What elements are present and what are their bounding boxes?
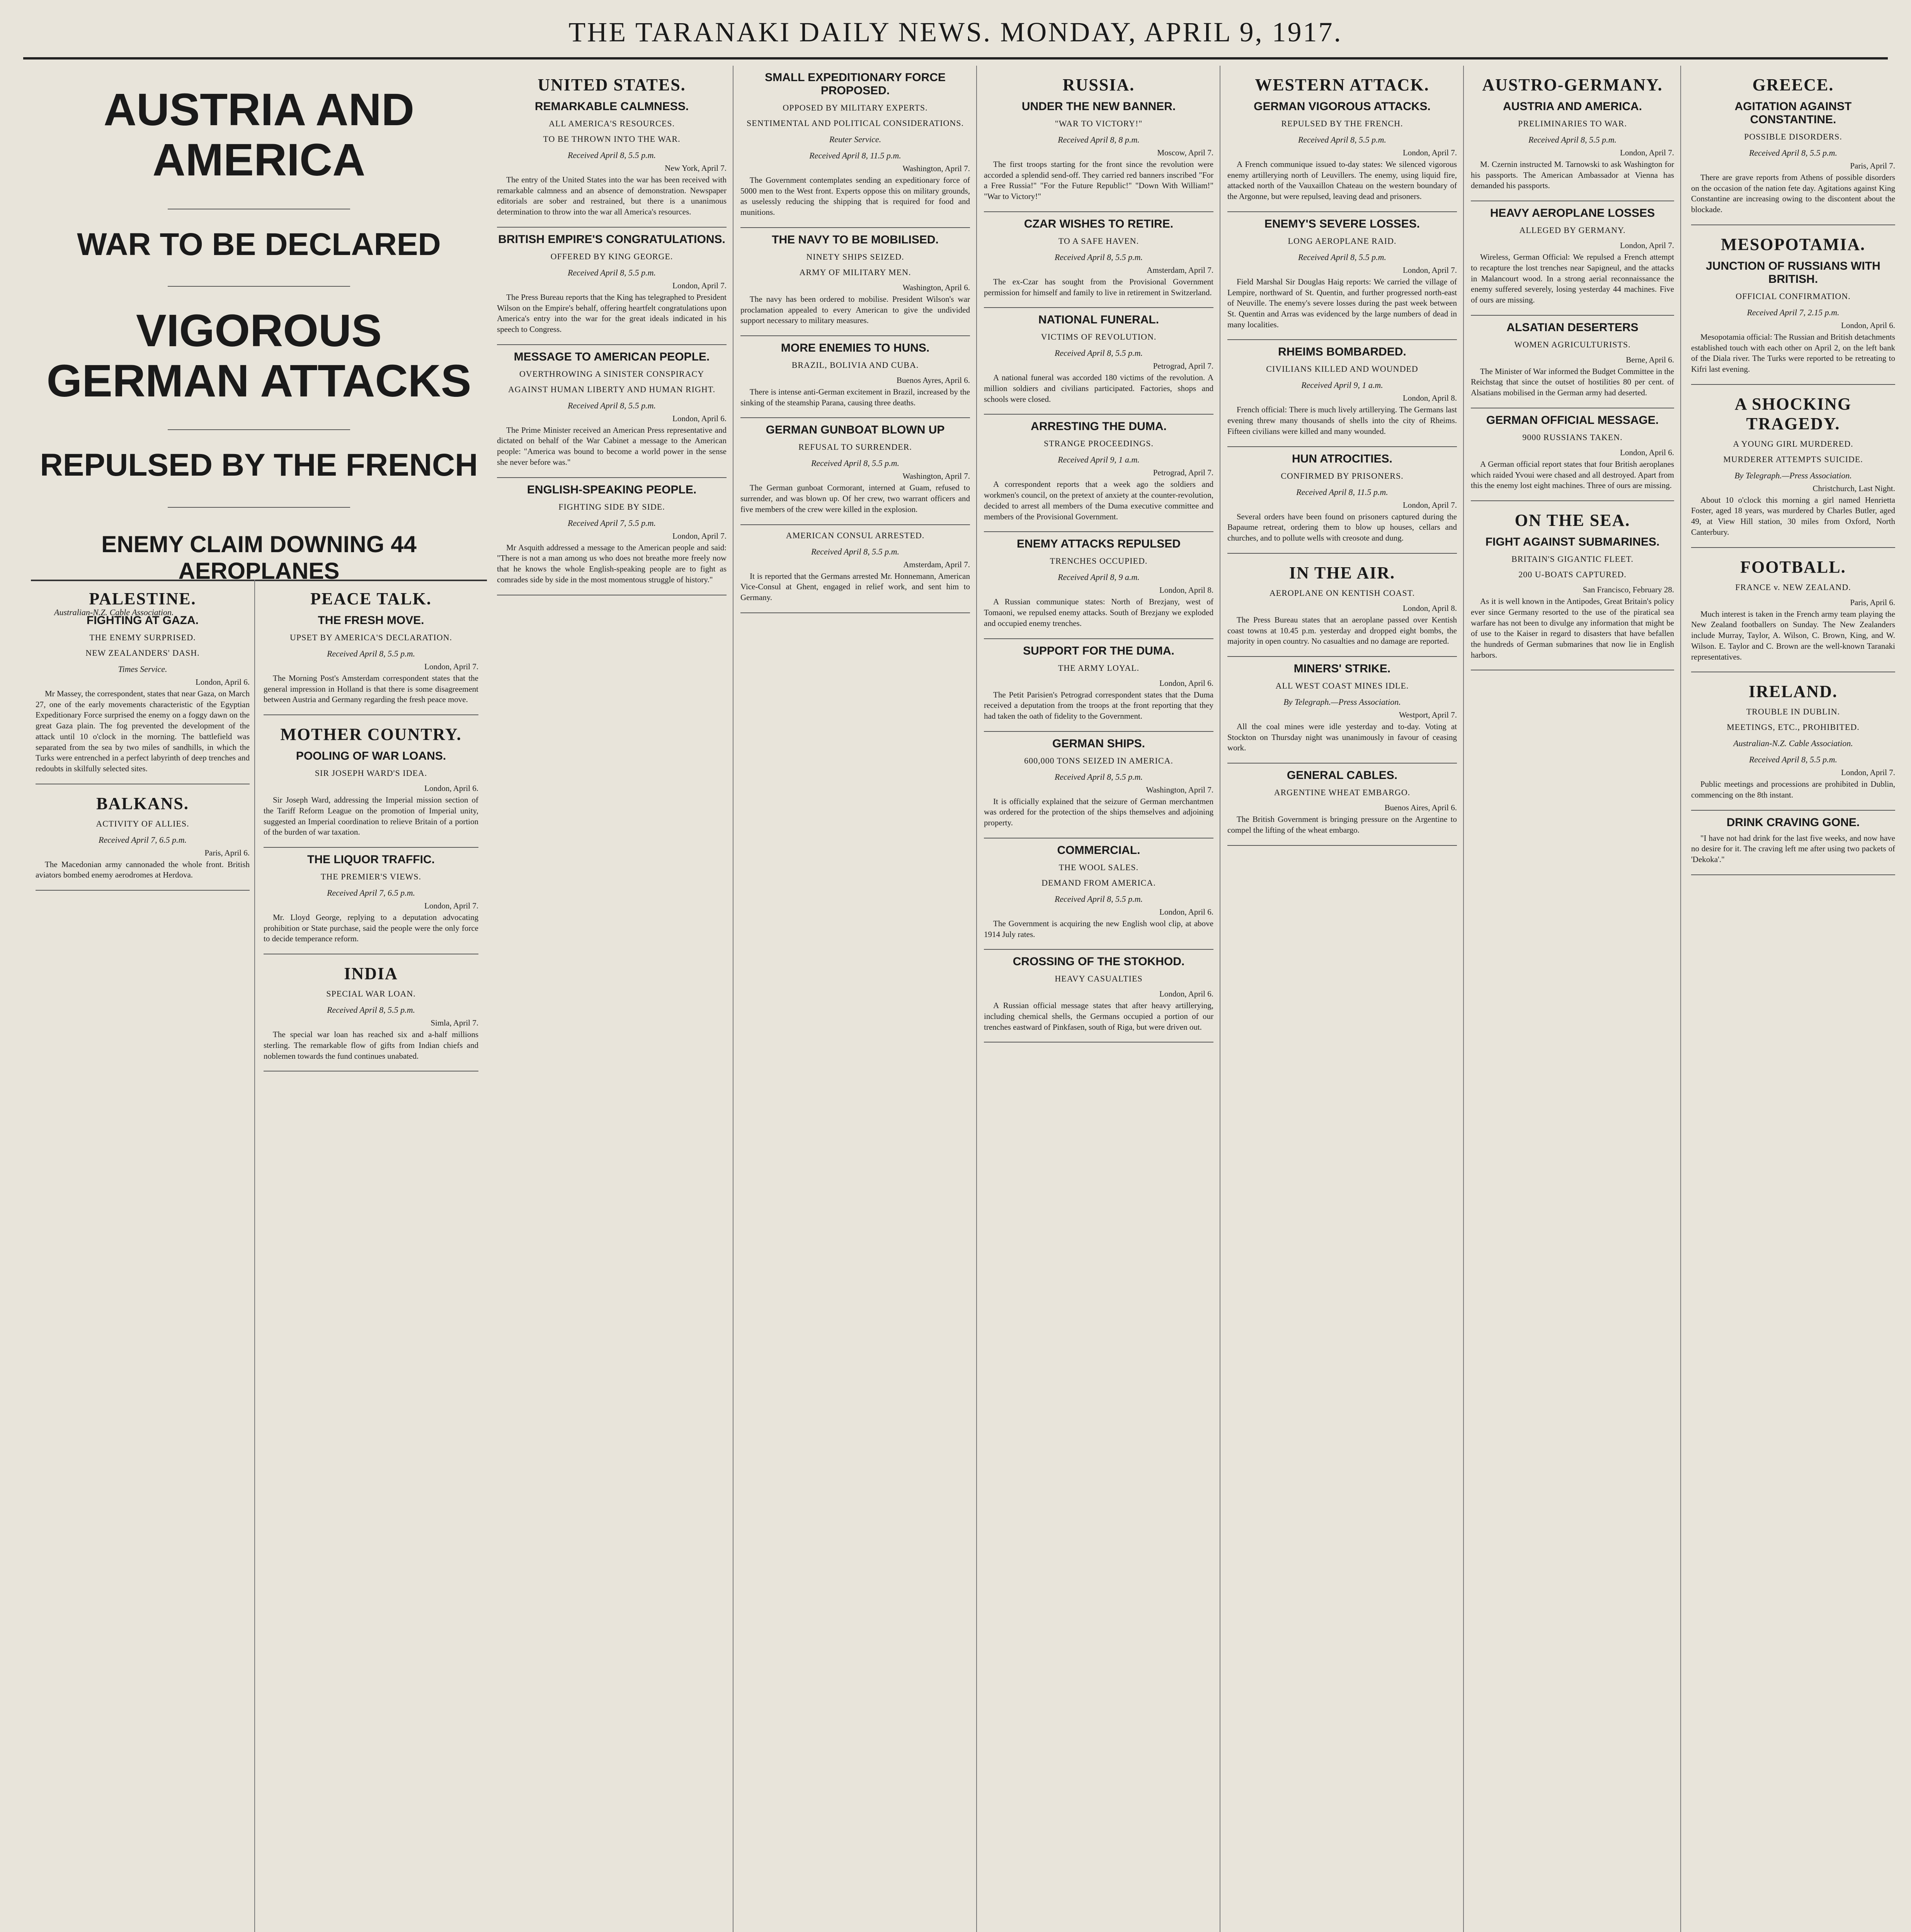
- story-body: The ex-Czar has sought from the Provisional Government permission for himself and family to live in retirement in Switzerland.: [984, 277, 1213, 297]
- story-body: A national funeral was accorded 180 victims of the revolution. A million soldiers and civilians participated. Factories, shops and schools were closed.: [984, 373, 1213, 404]
- story-dateline: Received April 9, 1 a.m.: [1301, 380, 1383, 390]
- story-body: Public meetings and processions are prohibited in Dublin, commencing on the 8th instant.: [1691, 779, 1895, 799]
- story-body: As it is well known in the Antipodes, Great Britain's policy ever since Germany resorted to the use of the piratical sea warfare has not been to divulge any information that might be of use to the Kaiser in regard to disasters that have befallen the hundreds of German submarines that now lie in English harbors.: [1471, 597, 1674, 660]
- story-place: London, April 7.: [1403, 500, 1457, 510]
- story-dateline: By Telegraph.—Press Association.: [1283, 697, 1401, 707]
- left-columns: [31, 580, 487, 1932]
- story-title: SUPPORT FOR THE DUMA.: [1023, 644, 1174, 657]
- story-title: GERMAN GUNBOAT BLOWN UP: [766, 423, 945, 437]
- story-title: CZAR WISHES TO RETIRE.: [1024, 217, 1174, 230]
- story-sub: STRANGE PROCEEDINGS.: [1043, 439, 1154, 449]
- story-dateline: Received April 8, 5.5 p.m.: [1054, 252, 1143, 262]
- story-title: GERMAN OFFICIAL MESSAGE.: [1486, 413, 1659, 427]
- story-service: Reuter Service.: [829, 134, 881, 144]
- story-sub: OVERTHROWING A SINISTER CONSPIRACY: [519, 369, 705, 379]
- story-stokhod: [984, 955, 1213, 1043]
- story-place: Buenos Aires, April 6.: [1384, 803, 1457, 813]
- story-sub: ACTIVITY OF ALLIES.: [96, 818, 189, 828]
- story-ireland: [1691, 682, 1895, 810]
- story-sub: ALL AMERICA'S RESOURCES.: [548, 119, 675, 128]
- column-1: [31, 580, 255, 1932]
- story-sub: 9000 RUSSIANS TAKEN.: [1522, 432, 1623, 442]
- story-body: There are grave reports from Athens of possible disorders on the occasion of the nation fete day. Agitations against King Constantine are increasing owing to the discontent about the blockade.: [1691, 173, 1895, 214]
- story-body: The Government is acquiring the new English wool clip, at above 1914 July rates.: [984, 918, 1213, 939]
- story-place: New York, April 7.: [665, 163, 727, 173]
- story-message: [497, 350, 727, 478]
- story-place: London, April 7.: [1620, 148, 1674, 157]
- story-body: The navy has been ordered to mobilise. President Wilson's war proclamation appealed to every American to give the undivided support necessary to military measures.: [740, 294, 970, 325]
- story-dateline: Received April 7, 6.5 p.m.: [327, 888, 415, 898]
- banner-agency: Australian-N.Z. Cable Association.: [54, 607, 174, 617]
- story-title: GREECE.: [1752, 75, 1834, 94]
- story-heavy: [1471, 207, 1674, 316]
- story-title: FOOTBALL.: [1740, 557, 1846, 577]
- story-dateline: Received April 7, 5.5 p.m.: [567, 518, 656, 528]
- story-sub: BRAZIL, BOLIVIA AND CUBA.: [791, 360, 919, 370]
- story-sub: 200 U-BOATS CAPTURED.: [1518, 570, 1627, 580]
- story-place: London, April 7.: [1620, 241, 1674, 250]
- story-german-official: [1471, 414, 1674, 501]
- story-sub: FIGHTING AT GAZA.: [87, 614, 199, 627]
- story-title: GERMAN SHIPS.: [1052, 737, 1145, 750]
- story-body: It is reported that the Germans arrested Mr. Honnemann, American Vice-Consul at Ghent, engaged in relief work, and sent him to Germany.: [740, 571, 970, 602]
- story-sub: POSSIBLE DISORDERS.: [1744, 132, 1842, 141]
- story-sub: FRANCE v. NEW ZEALAND.: [1735, 582, 1851, 592]
- story-body: All the coal mines were idle yesterday and to-day. Voting at Stockton on Thursday night was unanimously in favour of ceasing work.: [1227, 721, 1457, 753]
- story-sub: FIGHT AGAINST SUBMARINES.: [1485, 536, 1660, 549]
- story-place: London, April 7.: [1403, 265, 1457, 275]
- story-german-ships: [984, 737, 1213, 838]
- story-sub: UNDER THE NEW BANNER.: [1021, 100, 1176, 113]
- story-balkans: [36, 794, 250, 891]
- story-sub: THE ENEMY SURPRISED.: [89, 633, 196, 642]
- story-title: MOTHER COUNTRY.: [280, 725, 462, 744]
- banner-subtitle-1: WAR TO BE DECLARED: [77, 226, 441, 262]
- story-dateline: Received April 7, 2.15 p.m.: [1747, 307, 1840, 317]
- story-dateline: Received April 8, 5.5 p.m.: [567, 150, 656, 160]
- story-sub: REFUSAL TO SURRENDER.: [798, 442, 912, 452]
- story-title: UNITED STATES.: [538, 75, 686, 94]
- story-place: London, April 7.: [1403, 148, 1457, 157]
- story-alsatian: [1471, 321, 1674, 408]
- story-title: AMERICAN CONSUL ARRESTED.: [786, 530, 925, 540]
- story-title: AUSTRO-GERMANY.: [1482, 75, 1663, 94]
- story-place: Amsterdam, April 7.: [903, 560, 970, 569]
- story-body: M. Czernin instructed M. Tarnowski to ask Washington for his passports. The American Ambassador at Vienna has demanded his passports.: [1471, 160, 1674, 190]
- story-sub: THE WOOL SALES.: [1058, 862, 1139, 872]
- story-title: CROSSING OF THE STOKHOD.: [1013, 955, 1185, 968]
- story-dateline: Received April 9, 1 a.m.: [1058, 455, 1140, 465]
- story-india: [264, 964, 478, 1071]
- story-huns: [740, 342, 970, 418]
- story-body: The Press Bureau reports that the King has telegraphed to President Wilson on the Empire's behalf, offering heartfelt congratulations upon America's entry into the war for the great ideals indicated in his speech to Congress.: [497, 292, 727, 334]
- story-place: Buenos Ayres, April 6.: [897, 376, 970, 385]
- story-body: Mesopotamia official: The Russian and British detachments established touch with each other on April 2, on the left bank of the Diala river. The Turks were reported to be retreating to Kifri last evening.: [1691, 332, 1895, 374]
- story-title: ENEMY'S SEVERE LOSSES.: [1264, 217, 1420, 230]
- story-place: London, April 8.: [1403, 393, 1457, 403]
- story-dateline: Received April 8, 5.5 p.m.: [811, 458, 900, 468]
- story-dateline: Received April 8, 5.5 p.m.: [1054, 894, 1143, 904]
- story-body: The Prime Minister received an American Press representative and dictated on behalf of the War Cabinet a message to the American people: "America was bound to become a world power in the sense she never before was.": [497, 425, 727, 467]
- story-body: The Petit Parisien's Petrograd correspondent states that the Duma received a deputation from the troops at the front reporting that they had taken the oath of fidelity to the Government.: [984, 690, 1213, 721]
- column-5: [978, 66, 1220, 1932]
- story-miners: [1227, 662, 1457, 764]
- story-palestine: [36, 589, 250, 784]
- story-place: San Francisco, February 28.: [1583, 585, 1674, 595]
- story-title: IRELAND.: [1749, 682, 1838, 701]
- story-dateline: Received April 8, 5.5 p.m.: [811, 546, 900, 556]
- story-place: Berne, April 6.: [1626, 355, 1674, 364]
- divider: [168, 286, 350, 287]
- story-sub: PRELIMINARIES TO WAR.: [1518, 119, 1627, 128]
- story-dateline: Received April 8, 5.5 p.m.: [1298, 135, 1387, 145]
- story-title: HUN ATROCITIES.: [1292, 452, 1392, 465]
- story-sub: AGITATION AGAINST CONSTANTINE.: [1734, 100, 1852, 126]
- story-body: Mr Asquith addressed a message to the American people and said: "There is not a man among us who does not breathe more freely now that he knows the whole English-speaking people are to fight as comrades side by side in the most momentous struggle of history.": [497, 543, 727, 584]
- masthead: THE TARANAKI DAILY NEWS. MONDAY, APRIL 9, 1917.: [23, 7, 1888, 60]
- story-title: SMALL EXPEDITIONARY FORCE PROPOSED.: [765, 71, 946, 97]
- story-title: MORE ENEMIES TO HUNS.: [781, 342, 930, 355]
- story-title: GENERAL CABLES.: [1286, 769, 1398, 782]
- story-sub: OFFERED BY KING GEORGE.: [550, 251, 673, 261]
- story-sub: THE FRESH MOVE.: [318, 614, 424, 627]
- divider: [168, 429, 350, 430]
- story-body: A Russian communique states: North of Brezjany, west of Tomaoni, we repulsed enemy attacks. South of Brezjany we exploded and occupied enemy trenches.: [984, 597, 1213, 628]
- story-sub: OPPOSED BY MILITARY EXPERTS.: [783, 103, 928, 112]
- story-title: HEAVY AEROPLANE LOSSES: [1490, 207, 1655, 220]
- column-7: [1465, 66, 1681, 1932]
- story-dateline: Received April 8, 5.5 p.m.: [1749, 755, 1838, 765]
- story-dateline: Received April 8, 9 a.m.: [1058, 572, 1140, 582]
- story-liquor: [264, 853, 478, 954]
- story-place: Amsterdam, April 7.: [1147, 265, 1213, 275]
- story-empire: [497, 233, 727, 345]
- story-sub: SPECIAL WAR LOAN.: [326, 989, 416, 999]
- story-body: Several orders have been found on prisoners captured during the Bapaume retreat, ordering them to blow up houses, cellars and churches, and to pollute wells with creosote and dung.: [1227, 512, 1457, 543]
- story-english: [497, 483, 727, 595]
- story-air: [1227, 563, 1457, 657]
- story-body: The Press Bureau states that an aeroplane passed over Kentish coast towns at 10.45 p.m. yesterday and dropped eight bombs, the majority in open country. No casualties and no damage are reported.: [1227, 615, 1457, 646]
- story-sub: NEW ZEALANDERS' DASH.: [85, 648, 200, 658]
- story-sub: GERMAN VIGOROUS ATTACKS.: [1254, 100, 1431, 113]
- story-place: Paris, April 6.: [204, 848, 250, 857]
- story-dateline: Received April 8, 8 p.m.: [1058, 135, 1140, 145]
- story-losses: [1227, 218, 1457, 340]
- story-sub: SENTIMENTAL AND POLITICAL CONSIDERATIONS.: [747, 118, 964, 128]
- story-place: London, April 6.: [1159, 678, 1213, 688]
- story-place: London, April 7.: [424, 901, 478, 911]
- story-sub: THE PREMIER'S VIEWS.: [320, 872, 422, 882]
- story-sub: MURDERER ATTEMPTS SUICIDE.: [1723, 454, 1863, 464]
- story-place: Paris, April 6.: [1850, 597, 1895, 607]
- story-rheims: [1227, 345, 1457, 447]
- story-consul: [740, 531, 970, 613]
- story-body: The first troops starting for the front since the revolution were accorded a splendid send-off. They carried red banners inscribed "For a Free Russia!" "For the Future Republic!" "Down With William!" "War to Victory!": [984, 160, 1213, 201]
- story-body: The special war loan has reached six and a-half millions sterling. The remarkable flow of gifts from Indian chiefs and noblemen towards the fund continues unabated.: [264, 1030, 478, 1061]
- story-hun: [1227, 452, 1457, 554]
- story-small-force: [740, 71, 970, 228]
- column-6: [1221, 66, 1464, 1932]
- story-sub: A YOUNG GIRL MURDERED.: [1733, 439, 1853, 449]
- column-2: [259, 580, 483, 1932]
- story-place: Paris, April 7.: [1850, 161, 1895, 170]
- story-place: London, April 7.: [424, 662, 478, 671]
- story-body: The Morning Post's Amsterdam correspondent states that the general impression in Holland is that there is some disagreement between Austria and Germany regarding the fresh peace move.: [264, 673, 478, 704]
- story-body: The entry of the United States into the war has been received with remarkable calmness and an absence of demonstration. Newspaper editorials are sober and restrained, but there is a unanimous determination to throw into the war all America's resources.: [497, 175, 727, 217]
- story-navy: [740, 233, 970, 336]
- story-dateline: By Telegraph.—Press Association.: [1734, 470, 1852, 480]
- story-place: Christchurch, Last Night.: [1812, 483, 1895, 493]
- story-commercial: [984, 844, 1213, 950]
- story-dateline: Received April 7, 6.5 p.m.: [98, 835, 187, 845]
- story-sub: AGAINST HUMAN LIBERTY AND HUMAN RIGHT.: [508, 384, 716, 394]
- story-sub: REPULSED BY THE FRENCH.: [1281, 119, 1403, 128]
- story-dateline: Received April 8, 5.5 p.m.: [1749, 148, 1838, 158]
- story-dateline: Received April 8, 5.5 p.m.: [567, 400, 656, 410]
- story-title: IN THE AIR.: [1289, 563, 1395, 582]
- story-body: Wireless, German Official: We repulsed a French attempt to recapture the lost trenches near Sapigneul, and the attacks in Malancourt wood. In a strong aerial reconnaissance the enemy suffered severely, losing yesterday 44 machines. Five of ours are missing.: [1471, 252, 1674, 305]
- story-title: ALSATIAN DESERTERS: [1506, 321, 1639, 334]
- story-sub: WOMEN AGRICULTURISTS.: [1514, 339, 1631, 349]
- story-sub: THE ARMY LOYAL.: [1058, 663, 1140, 673]
- story-title: PALESTINE.: [89, 589, 196, 608]
- story-sub: UPSET BY AMERICA'S DECLARATION.: [289, 633, 452, 642]
- story-sub: TO BE THROWN INTO THE WAR.: [543, 134, 681, 144]
- story-place: Washington, April 7.: [902, 471, 970, 481]
- story-body: A French communique issued to-day states: We silenced vigorous enemy artillerying north of Leuvillers. The enemy, using liquid fire, attacked north of the Vauxaillon Chateau on the western boundary of the Argonne, but were repulsed, leaving dead and prisoners.: [1227, 160, 1457, 201]
- story-sub: AUSTRIA AND AMERICA.: [1503, 100, 1642, 113]
- story-title: WESTERN ATTACK.: [1255, 75, 1429, 94]
- story-place: London, April 6.: [1159, 989, 1213, 999]
- column-8: [1685, 66, 1901, 1932]
- story-dateline: Received April 8, 5.5 p.m.: [327, 649, 415, 658]
- story-sub: BRITAIN'S GIGANTIC FLEET.: [1511, 554, 1634, 564]
- story-support-duma: [984, 645, 1213, 732]
- story-tragedy: [1691, 394, 1895, 548]
- story-body: Field Marshal Sir Douglas Haig reports: We carried the village of Lempire, northward of St. Quentin, and further progressed north-east of Neuville. The enemy's severe losses during the past week between St. Quentin and Arras was evidenced by the large numbers of dead in many localities.: [1227, 277, 1457, 329]
- story-body: A German official report states that four British aeroplanes which raided Yvoui were chased and all destroyed. Apart from this the enemy lost eight machines. Three of ours are missing.: [1471, 459, 1674, 490]
- story-dateline: Received April 8, 5.5 p.m.: [1528, 135, 1617, 145]
- story-place: London, April 6.: [1159, 907, 1213, 917]
- story-place: London, April 6.: [196, 677, 250, 687]
- story-dateline: Received April 8, 5.5 p.m.: [327, 1005, 415, 1015]
- story-peace: [264, 589, 478, 715]
- story-cables: [1227, 769, 1457, 845]
- story-place: Moscow, April 7.: [1157, 148, 1213, 157]
- story-place: London, April 7.: [672, 281, 727, 290]
- story-sub: ALL WEST COAST MINES IDLE.: [1275, 680, 1409, 690]
- banner-subtitle-2: VIGOROUS GERMAN ATTACKS: [46, 305, 471, 406]
- story-body: French official: There is much lively artillerying. The Germans last evening threw many thousands of shells into the city of Rheims. Fifteen civilians were killed and many wounded.: [1227, 405, 1457, 436]
- story-sub: FIGHTING SIDE BY SIDE.: [558, 502, 665, 512]
- story-austria: [1471, 75, 1674, 201]
- story-sub: LONG AEROPLANE RAID.: [1288, 236, 1397, 246]
- story-sub: DEMAND FROM AMERICA.: [1041, 878, 1156, 888]
- story-sub: OFFICIAL CONFIRMATION.: [1736, 291, 1851, 301]
- story-sub: ARGENTINE WHEAT EMBARGO.: [1274, 787, 1411, 798]
- story-title: MESSAGE TO AMERICAN PEOPLE.: [514, 350, 710, 363]
- story-place: Simla, April 7.: [431, 1018, 478, 1028]
- story-place: Westport, April 7.: [1399, 710, 1457, 719]
- story-sub: "WAR TO VICTORY!": [1055, 119, 1143, 128]
- story-body: "I have not had drink for the last five weeks, and now have no desire for it. The craving left me after using two packets of 'Dekoka'.": [1691, 833, 1895, 864]
- story-title: BRITISH EMPIRE'S CONGRATULATIONS.: [498, 233, 725, 246]
- story-service: Times Service.: [118, 664, 167, 674]
- story-mesopotamia: [1691, 235, 1895, 385]
- story-sub: HEAVY CASUALTIES: [1055, 974, 1143, 984]
- column-4: [734, 66, 977, 1932]
- story-sub: AEROPLANE ON KENTISH COAST.: [1269, 588, 1415, 598]
- story-body: The Government contemplates sending an expeditionary force of 5000 men to the West front. Experts oppose this on military grounds, as uselessly reducing the shipping that is required for food and munitions.: [740, 175, 970, 217]
- story-funeral: [984, 313, 1213, 415]
- story-dateline: Received April 8, 5.5 p.m.: [1298, 252, 1387, 262]
- story-body: A Russian official message states that after heavy artillerying, including chemical shells, the Germans occupied a portion of our trenches eastward of Pinkfasen, south of Riga, but were driven out.: [984, 1001, 1213, 1032]
- story-sub: MEETINGS, ETC., PROHIBITED.: [1727, 722, 1860, 732]
- story-title: A SHOCKING TRAGEDY.: [1734, 394, 1852, 433]
- story-place: London, April 8.: [1403, 603, 1457, 613]
- story-dateline: Received April 8, 5.5 p.m.: [567, 267, 656, 277]
- story-place: London, April 6.: [424, 784, 478, 793]
- story-title: RHEIMS BOMBARDED.: [1278, 345, 1406, 359]
- story-title: ENGLISH-SPEAKING PEOPLE.: [527, 483, 697, 496]
- story-title: NATIONAL FUNERAL.: [1038, 313, 1159, 327]
- story-dateline: Received April 8, 5.5 p.m.: [1054, 348, 1143, 358]
- story-sub: SIR JOSEPH WARD'S IDEA.: [315, 768, 427, 778]
- story-title: MESOPOTAMIA.: [1721, 235, 1865, 254]
- story-title: THE NAVY TO BE MOBILISED.: [772, 233, 939, 246]
- story-title: BALKANS.: [96, 794, 189, 813]
- banner-subtitle-3: REPULSED BY THE FRENCH: [40, 447, 478, 483]
- story-title: COMMERCIAL.: [1057, 844, 1140, 857]
- story-united-states: [497, 75, 727, 228]
- story-sub: VICTIMS OF REVOLUTION.: [1041, 332, 1157, 342]
- story-gunboat: [740, 423, 970, 525]
- story-place: London, April 7.: [1841, 768, 1895, 777]
- story-place: Petrograd, April 7.: [1153, 468, 1213, 478]
- story-sub: CIVILIANS KILLED AND WOUNDED: [1266, 364, 1418, 374]
- story-title: ON THE SEA.: [1515, 511, 1630, 530]
- story-title: INDIA: [344, 964, 398, 983]
- story-czar: [984, 218, 1213, 308]
- story-sub: TROUBLE IN DUBLIN.: [1746, 707, 1840, 717]
- story-place: Washington, April 7.: [902, 164, 970, 173]
- story-body: About 10 o'clock this morning a girl named Henrietta Foster, aged 18 years, was murdered by Charles Butler, aged 49, at View Hill station, 30 miles from Oxford, North Canterbury.: [1691, 495, 1895, 537]
- story-mother-country: [264, 724, 478, 848]
- story-body: The German gunboat Cormorant, interned at Guam, refused to surrender, and was blown up. Of her crew, two warrant officers and five members of the crew were killed in the explosion.: [740, 483, 970, 514]
- story-body: Sir Joseph Ward, addressing the Imperial mission section of the Tariff Reform League on the promotion of Imperial unity, suggested an Imperial coordination to relieve Britain of a portion of the burden of war taxation.: [264, 795, 478, 837]
- story-body: The British Government is bringing pressure on the Argentine to compel the lifting of the wheat embargo.: [1227, 815, 1457, 835]
- story-dateline: Received April 8, 11.5 p.m.: [1296, 487, 1388, 497]
- story-sub: JUNCTION OF RUSSIANS WITH BRITISH.: [1706, 259, 1880, 286]
- story-body: Mr. Lloyd George, replying to a deputation advocating prohibition or State purchase, said the people were the only force to decide temperance reform.: [264, 913, 478, 944]
- story-sub: POOLING OF WAR LOANS.: [296, 750, 446, 763]
- story-dateline: Received April 8, 11.5 p.m.: [809, 151, 901, 160]
- story-sub: ARMY OF MILITARY MEN.: [799, 267, 911, 277]
- story-sub: TRENCHES OCCUPIED.: [1050, 556, 1148, 566]
- story-place: London, April 6.: [1620, 447, 1674, 457]
- story-body: A correspondent reports that a week ago the soldiers and workmen's council, on the pretext of anxiety at the counter-revolution, decided to arrest all members of the Duma executive committee and members of the Provisional Government.: [984, 480, 1213, 521]
- story-russia: [984, 75, 1213, 212]
- story-body: The Macedonian army cannonaded the whole front. British aviators bombed enemy aerodromes at Herdova.: [36, 859, 250, 880]
- story-sub: 600,000 TONS SEIZED IN AMERICA.: [1024, 755, 1173, 765]
- story-place: London, April 6.: [672, 413, 727, 423]
- story-duma: [984, 420, 1213, 532]
- story-title: RUSSIA.: [1062, 75, 1135, 94]
- column-3: [491, 66, 733, 1932]
- story-drink: [1691, 816, 1895, 875]
- story-greece: [1691, 75, 1895, 225]
- story-place: London, April 6.: [1841, 320, 1895, 330]
- story-sub: NINETY SHIPS SEIZED.: [806, 252, 904, 262]
- story-title: DRINK CRAVING GONE.: [1726, 816, 1860, 829]
- story-western: [1227, 75, 1457, 212]
- story-body: Much interest is taken in the French army team playing the New Zealand footballers on Sunday. The New Zealanders include Murray, Taylor, A. Wilson, C. Brown, King, and W. Wilson. E. Taylor and C. Brown are the well-known Taranaki representatives.: [1691, 609, 1895, 662]
- story-title: PEACE TALK.: [310, 589, 432, 608]
- story-place: Petrograd, April 7.: [1153, 361, 1213, 371]
- story-sea: [1471, 510, 1674, 670]
- story-agency: Australian-N.Z. Cable Association.: [1733, 738, 1853, 748]
- banner-subtitle-4: ENEMY CLAIM DOWNING 44 AEROPLANES: [101, 531, 417, 584]
- story-place: Washington, April 7.: [1146, 785, 1213, 794]
- story-title: MINERS' STRIKE.: [1293, 662, 1391, 675]
- banner-title: AUSTRIA AND AMERICA: [103, 84, 415, 185]
- story-sub: TO A SAFE HAVEN.: [1058, 236, 1139, 246]
- story-body: The Minister of War informed the Budget Committee in the Reichstag that since the outset of hostilities 80 per cent. of Alsatians mobilised in the German army had deserted.: [1471, 366, 1674, 398]
- story-sub: CONFIRMED BY PRISONERS.: [1281, 471, 1404, 481]
- story-sub: ALLEGED BY GERMANY.: [1519, 225, 1626, 235]
- story-title: ARRESTING THE DUMA.: [1031, 420, 1167, 433]
- story-body: Mr Massey, the correspondent, states that near Gaza, on March 27, one of the early movements characteristic of the Egyptian Expeditionary Force surprised the enemy on a foggy dawn on the great Gaza plain. The fog prevented the development of the attack until 10 o'clock in the morning. The battlefield was separated from the sea by two miles of sandhills, in which the Turks were entrenched in a perfect labyrinth of deep trenches and redoubts in skilfully selected sites.: [36, 689, 250, 774]
- story-place: London, April 7.: [672, 531, 727, 541]
- story-football: [1691, 557, 1895, 673]
- story-place: London, April 8.: [1159, 585, 1213, 595]
- story-body: It is officially explained that the seizure of German merchantmen was ordered for the protection of the ships themselves and adjoining property.: [984, 796, 1213, 828]
- story-repulsed: [984, 537, 1213, 639]
- story-dateline: Received April 8, 5.5 p.m.: [1054, 772, 1143, 782]
- story-body: There is intense anti-German excitement in Brazil, increased by the sinking of the steamship Parana, causing three deaths.: [740, 387, 970, 407]
- story-title: THE LIQUOR TRAFFIC.: [307, 853, 435, 866]
- divider: [168, 507, 350, 508]
- story-title: ENEMY ATTACKS REPULSED: [1017, 537, 1181, 551]
- story-sub: REMARKABLE CALMNESS.: [534, 100, 689, 113]
- story-place: Washington, April 6.: [902, 282, 970, 292]
